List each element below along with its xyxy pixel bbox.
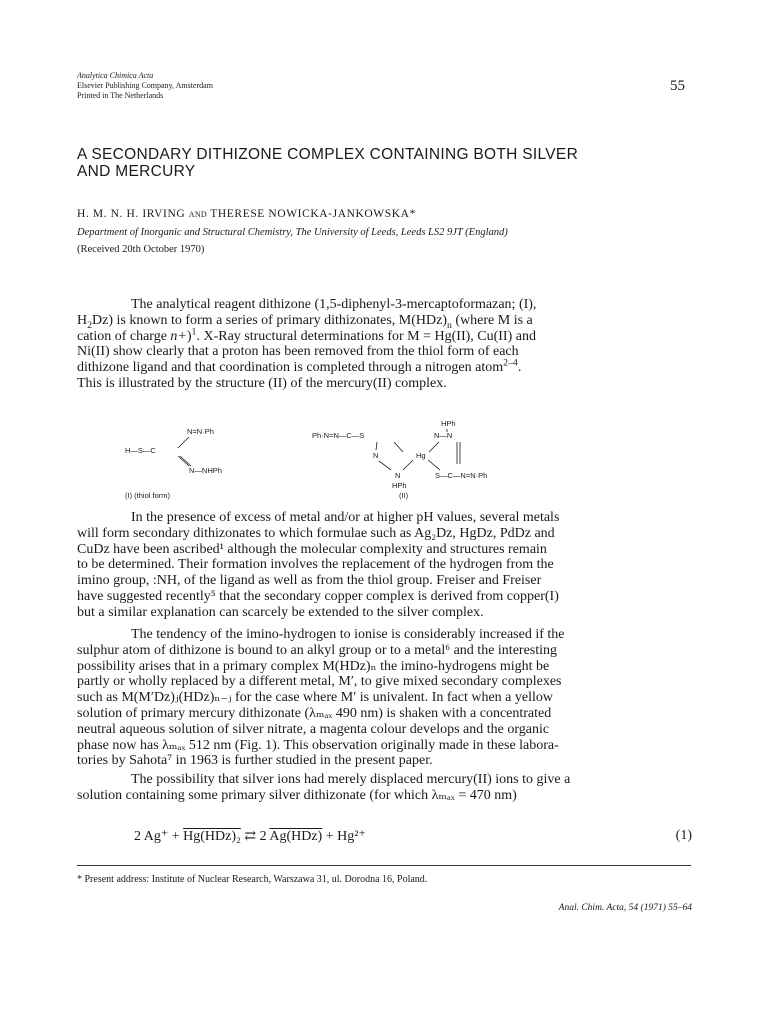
text-line: tories by Sahota⁷ in 1963 is further studied in the present paper.	[77, 753, 433, 769]
structure-I-caption: (I) (thiol form)	[125, 491, 170, 500]
hg-atom: Hg	[416, 451, 426, 460]
struct-label: Ph·N=N—C—S	[312, 431, 365, 440]
footnote-divider	[77, 865, 691, 866]
text-line: to be determined. Their formation involves the replacement of the hydrogen from the	[77, 557, 554, 573]
journal-header	[77, 71, 213, 101]
text-line: such as M(M′Dz)ⱼ(HDz)ₙ₋ⱼ for the case where M′ is univalent. In fact when a yellow	[77, 690, 553, 706]
publisher: Elsevier Publishing Company, Amsterdam	[77, 81, 213, 90]
text-line: In the presence of excess of metal and/or at higher pH values, several metals	[131, 510, 560, 525]
text-line: CuDz have been ascribed¹ although the molecular complexity and structures remain	[77, 541, 547, 557]
eq-term: + Hg²⁺	[322, 829, 366, 844]
structure-drawing	[77, 412, 691, 500]
text-line: sulphur atom of dithizone is bound to an alkyl group or to a metal⁶ and the interesting	[77, 642, 558, 658]
page-number: 55	[670, 78, 685, 94]
struct-label: HPh	[441, 419, 456, 428]
equation-number: (1)	[675, 828, 692, 843]
printed-in: Printed in The Netherlands	[77, 91, 164, 100]
text-line: have suggested recently⁵ that the secondary copper complex is derived from copper(I)	[77, 588, 559, 604]
title-line: A SECONDARY DITHIZONE COMPLEX CONTAINING BOTH SILVER	[77, 146, 579, 163]
text-line: $H_2Dz$) is known to form a series of primary dithizonates, $M(HDz)_n$ (where M is a	[77, 312, 533, 331]
struct-label: N	[395, 471, 401, 480]
text-line: The tendency of the imino-hydrogen to ionise is considerably increased if the	[131, 627, 565, 642]
struct-label: HPh	[392, 481, 407, 490]
text-line: possibility arises that in a primary complex M(HDz)ₙ the imino-hydrogens might be	[77, 658, 550, 674]
paragraph-intro	[77, 297, 691, 392]
eq-term: Hg(HDz)₂	[183, 829, 241, 844]
journal-citation: Anal. Chim. Acta, 54 (1971) 55–64	[558, 903, 692, 913]
struct-label: N	[373, 451, 379, 460]
paragraph-possibility	[77, 772, 691, 804]
text-line: partly or wholly replaced by a different metal, M′, to give mixed secondary complexes	[77, 674, 562, 690]
text-line: neutral aqueous solution of silver nitrate, a magenta colour develops and the organic	[77, 721, 550, 737]
structure-II	[312, 419, 487, 500]
title-line: AND MERCURY	[77, 163, 196, 180]
text-line: Ni(II) show clearly that a proton has been removed from the thiol form of each	[77, 344, 519, 360]
struct-label: S—C—N=N·Ph	[435, 471, 488, 480]
article-title	[77, 146, 697, 180]
eq-term: Ag(HDz)	[269, 829, 323, 844]
text-line: phase now has λₘₐₓ 512 nm (Fig. 1). This observation originally made in these labora-	[77, 737, 559, 753]
text-line: imino group, :NH, of the ligand as well as from the thiol group. Freiser and Freiser	[77, 573, 542, 589]
text-line: The possibility that silver ions had merely displaced mercury(II) ions to give a	[131, 772, 571, 787]
text-line: solution of primary mercury dithizonate (λₘₐₓ 490 nm) is shaken with a concentrated	[77, 705, 552, 721]
paragraph-imino	[77, 627, 691, 769]
affiliation: Department of Inorganic and Structural Chemistry, The University of Leeds, Leeds LS2 9JT (England)	[77, 227, 508, 238]
footnote: * Present address: Institute of Nuclear Research, Warszawa 31, ul. Dorodna 16, Poland.	[77, 874, 428, 885]
author-name: H. M. N. H. IRVING	[77, 208, 186, 220]
structure-II-caption: (II)	[399, 491, 409, 500]
text-line: dithizone ligand and that coordination is completed through a nitrogen atom$^{2-4}$.	[77, 357, 522, 376]
text-line: but a similar explanation can scarcely be extended to the silver complex.	[77, 604, 484, 620]
received-date: (Received 20th October 1970)	[77, 244, 205, 255]
author-name: THERESE NOWICKA-JANKOWSKA*	[210, 208, 416, 220]
text-line: will form secondary dithizonates to which formulae such as Ag₂Dz, HgDz, PdDz and	[77, 525, 555, 541]
journal-name: Analytica Chimica Acta	[77, 71, 154, 80]
structure-I	[125, 427, 222, 500]
text-line: solution containing some primary silver dithizonate (for which λₘₐₓ = 470 nm)	[77, 787, 517, 803]
struct-label: N—N	[434, 431, 453, 440]
eq-term: 2 Ag⁺ +	[134, 829, 184, 844]
chemical-structures	[77, 412, 691, 500]
struct-label: N—NHPh	[189, 466, 222, 475]
struct-label: N=N·Ph	[187, 427, 214, 436]
paragraph-secondary	[77, 510, 691, 621]
equation-1	[134, 828, 692, 845]
authors	[77, 208, 416, 220]
author-conjunction: AND	[188, 210, 207, 219]
text-line: The analytical reagent dithizone (1,5-diphenyl-3-mercaptoformazan; (I),	[131, 297, 537, 312]
struct-label: H—S—C	[125, 446, 156, 455]
eq-term: ⇄ 2	[240, 829, 270, 844]
text-line: cation of charge n+)$^1$. X-Ray structural determinations for M = Hg(II), Cu(II) and	[77, 325, 536, 344]
text-line: This is illustrated by the structure (II) of the mercury(II) complex.	[77, 375, 447, 391]
